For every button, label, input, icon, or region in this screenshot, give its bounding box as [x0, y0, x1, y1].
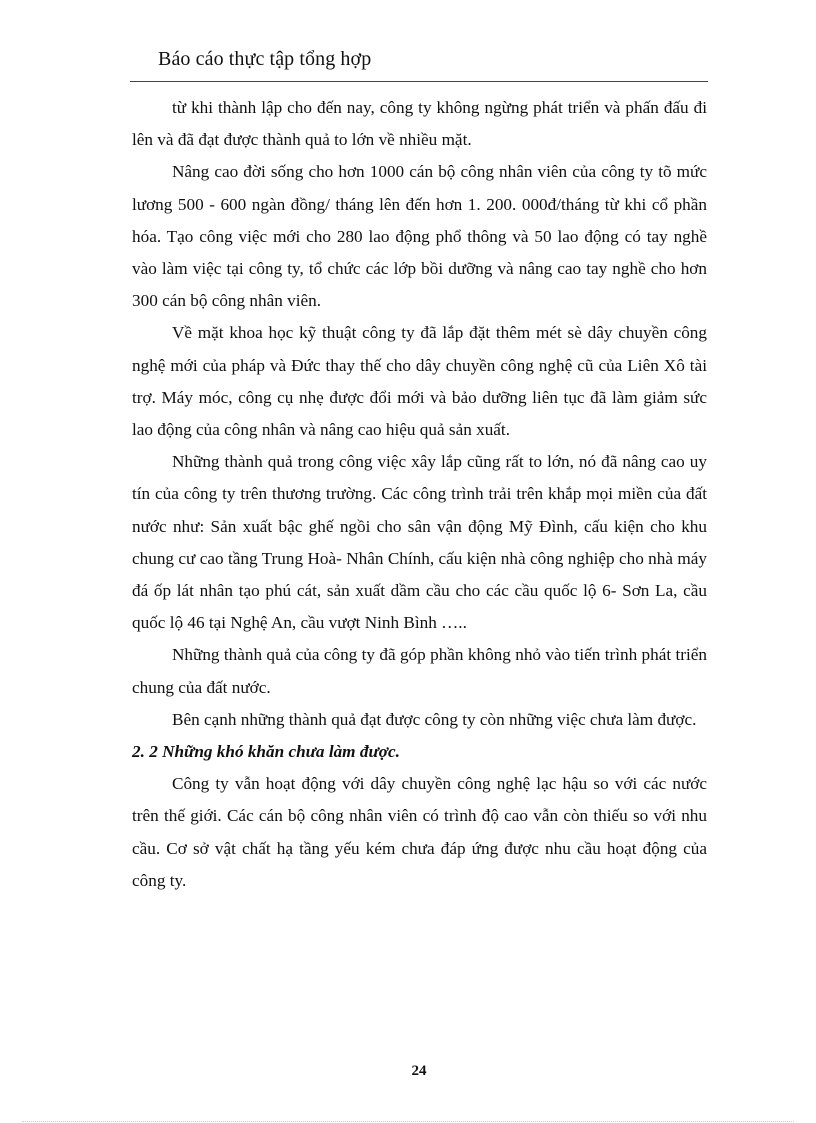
paragraph: Những thành quả trong công việc xây lắp cũng rất to lớn, nó đã nâng cao uy tín của công ty trên thương trường. Các công trình trải trên khắp mọi miền của đất nước như: Sản xuất bậc ghế ngồi cho sân vận động Mỹ Đình, cấu kiện cho khu chung cư cao tầng Trung Hoà- Nhân Chính, cấu kiện nhà công nghiệp cho nhà máy đá ốp lát nhân tạo phú cát, sản xuất dầm cầu cho các cầu quốc lộ 6- Sơn La, cầu quốc lộ 46 tại Nghệ An, cầu vượt Ninh Bình ….. — [132, 452, 707, 633]
document-body — [132, 92, 707, 897]
paragraph: Công ty vẫn hoạt động với dây chuyền công nghệ lạc hậu so với các nước trên thế giới. Các cán bộ công nhân viên có trình độ cao vẫn còn thiếu so với nhu cầu. Cơ sở vật chất hạ tầng yếu kém chưa đáp ứng được nhu cầu hoạt động của công ty. — [132, 774, 707, 890]
paragraph: Về mặt khoa học kỹ thuật công ty đã lắp đặt thêm mét sè dây chuyền công nghệ mới của pháp và Đức thay thế cho dây chuyền công nghệ cũ của Liên Xô tài trợ. Máy móc, công cụ nhẹ được đổi mới và bảo dưỡng liên tục đã làm giảm sức lao động của công nhân và nâng cao hiệu quả sản xuất. — [132, 323, 707, 440]
paragraph: Bên cạnh những thành quả đạt được công ty còn những việc chưa làm được. — [172, 709, 697, 729]
page-number: 24 — [411, 1063, 427, 1079]
header-rule — [130, 81, 708, 82]
paragraph: Nâng cao đời sống cho hơn 1000 cán bộ công nhân viên của công ty tõ mức lương 500 - 600 ngàn đồng/ tháng lên đến hơn 1. 200. 000đ/tháng từ khi cổ phần hóa. Tạo công việc mới cho 280 lao động phổ thông và 50 lao động có tay nghề vào làm việc tại công ty, tổ chức các lớp bồi dưỡng và nâng cao tay nghề cho hơn 300 cán bộ công nhân viên. — [132, 162, 707, 311]
page-header-title: Báo cáo thực tập tổng hợp — [158, 48, 372, 70]
paragraph: Những thành quả của công ty đã góp phần không nhỏ vào tiến trình phát triển chung của đất nước. — [132, 645, 707, 697]
paragraph: từ khi thành lập cho đến nay, công ty không ngừng phát triển và phấn đấu đi lên và đã đạt được thành quả to lớn về nhiều mặt. — [132, 98, 707, 150]
page-bottom-edge — [22, 1121, 794, 1122]
section-heading: 2. 2 Những khó khăn chưa làm được. — [132, 742, 400, 762]
